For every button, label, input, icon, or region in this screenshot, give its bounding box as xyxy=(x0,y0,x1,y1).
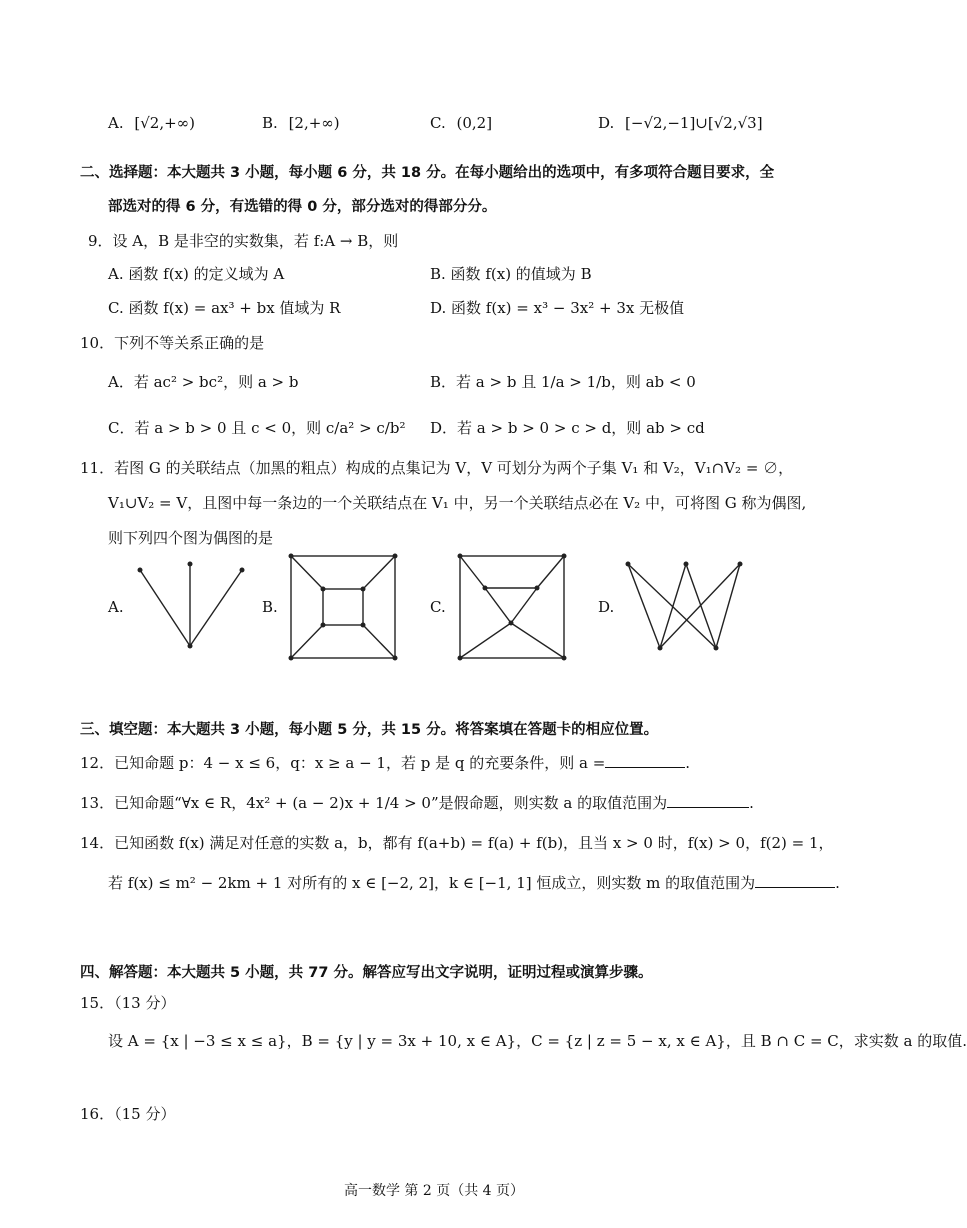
option-value: [2,+∞) xyxy=(288,114,340,132)
q10-option-d: D．若 a > b > 0 > c > d，则 ab > cd xyxy=(430,419,705,437)
section2-heading-line2: 部选对的得 6 分，有选错的得 0 分，部分选对的得部分分。 xyxy=(108,199,497,215)
q14-end: . xyxy=(835,874,840,892)
option-letter: B. xyxy=(262,114,278,132)
q10-stem: 10．下列不等关系正确的是 xyxy=(80,334,265,352)
q11-line1: 11．若图 G 的关联结点（加黑的粗点）构成的点集记为 V，V 可划分为两个子集 V₁ 和 V₂，V₁∩V₂ = ∅， xyxy=(80,459,794,477)
figure-label-c: C. xyxy=(430,598,446,616)
q14-line1: 14．已知函数 f(x) 满足对任意的实数 a，b，都有 f(a+b) = f(a) + f(b)，且当 x > 0 时，f(x) > 0，f(2) = 1， xyxy=(80,834,834,852)
q8-option-a xyxy=(108,114,195,132)
option-letter: C. xyxy=(430,114,446,132)
q15-body: 设 A = {x | −3 ≤ x ≤ a}，B = {y | y = 3x + 10, x ∈ A}，C = {z | z = 5 − x, x ∈ A}，且 B ∩ C = C，求实数 a 的取值. xyxy=(108,1032,967,1050)
q8-option-c xyxy=(430,114,492,132)
page-footer: 高一数学 第 2 页（共 4 页） xyxy=(343,1183,525,1199)
q12-answer-blank[interactable] xyxy=(605,767,685,768)
q10-option-c: C．若 a > b > 0 且 c < 0，则 c/a² > c/b² xyxy=(108,419,406,437)
option-letter: D. xyxy=(598,114,615,132)
q9-option-a: A. 函数 f(x) 的定义域为 A xyxy=(108,265,285,283)
q14-line2: 若 f(x) ≤ m² − 2km + 1 对所有的 x ∈ [−2, 2]，k ∈ [−1, 1] 恒成立，则实数 m 的取值范围为 xyxy=(108,874,756,892)
q15-header: 15．（13 分） xyxy=(80,994,176,1012)
option-value: [−√2,−1]∪[√2,√3] xyxy=(625,114,763,132)
q8-option-d xyxy=(598,114,763,132)
section4-heading: 四、解答题：本大题共 5 小题，共 77 分。解答应写出文字说明，证明过程或演算步骤。 xyxy=(80,965,653,981)
q10-option-b: B．若 a > b 且 1/a > 1/b，则 ab < 0 xyxy=(430,373,696,391)
q9-option-b: B. 函数 f(x) 的值域为 B xyxy=(430,265,592,283)
q11-line3: 则下列四个图为偶图的是 xyxy=(108,529,274,547)
q13-answer-blank[interactable] xyxy=(667,807,749,808)
section2-heading-line1: 二、选择题：本大题共 3 小题，每小题 6 分，共 18 分。在每小题给出的选项中，有多项符合题目要求，全 xyxy=(80,165,775,181)
figure-label-b: B. xyxy=(262,598,278,616)
q10-option-a: A．若 ac² > bc²，则 a > b xyxy=(108,373,299,391)
q9-option-d: D. 函数 f(x) = x³ − 3x² + 3x 无极值 xyxy=(430,299,685,317)
option-value: [√2,+∞) xyxy=(134,114,196,132)
q14-line2-wrap xyxy=(108,872,840,893)
q13-text: 13．已知命题“∀x ∈ R，4x² + (a − 2)x + 1/4 > 0”是假命题，则实数 a 的取值范围为 xyxy=(80,794,668,812)
section3-heading: 三、填空题：本大题共 3 小题，每小题 5 分，共 15 分。将答案填在答题卡的相应位置。 xyxy=(80,722,659,738)
q12-end: . xyxy=(685,754,691,772)
graph-figure-c xyxy=(455,551,570,663)
q13 xyxy=(80,792,754,813)
q16-header: 16．（15 分） xyxy=(80,1105,176,1123)
figure-label-a: A. xyxy=(108,598,124,616)
figure-label-d: D. xyxy=(598,598,615,616)
q8-option-b xyxy=(262,114,340,132)
q9-option-c: C. 函数 f(x) = ax³ + bx 值域为 R xyxy=(108,299,341,317)
q14-answer-blank[interactable] xyxy=(755,887,835,888)
option-value: (0,2] xyxy=(456,114,493,132)
q12-text: 12．已知命题 p：4 − x ≤ 6，q：x ≥ a − 1，若 p 是 q 的充要条件，则 a = xyxy=(80,754,606,772)
q12 xyxy=(80,752,690,773)
option-letter: A. xyxy=(108,114,124,132)
q9-stem: 9．设 A，B 是非空的实数集，若 f:A → B，则 xyxy=(88,232,399,250)
q13-end: . xyxy=(749,794,754,812)
graph-figure-a xyxy=(130,560,250,652)
q11-line2: V₁∪V₂ = V，且图中每一条边的一个关联结点在 V₁ 中，另一个关联结点必在 V₂ 中，可将图 G 称为偶图, xyxy=(108,494,807,512)
graph-figure-d xyxy=(622,558,746,654)
graph-figure-b xyxy=(286,551,401,663)
